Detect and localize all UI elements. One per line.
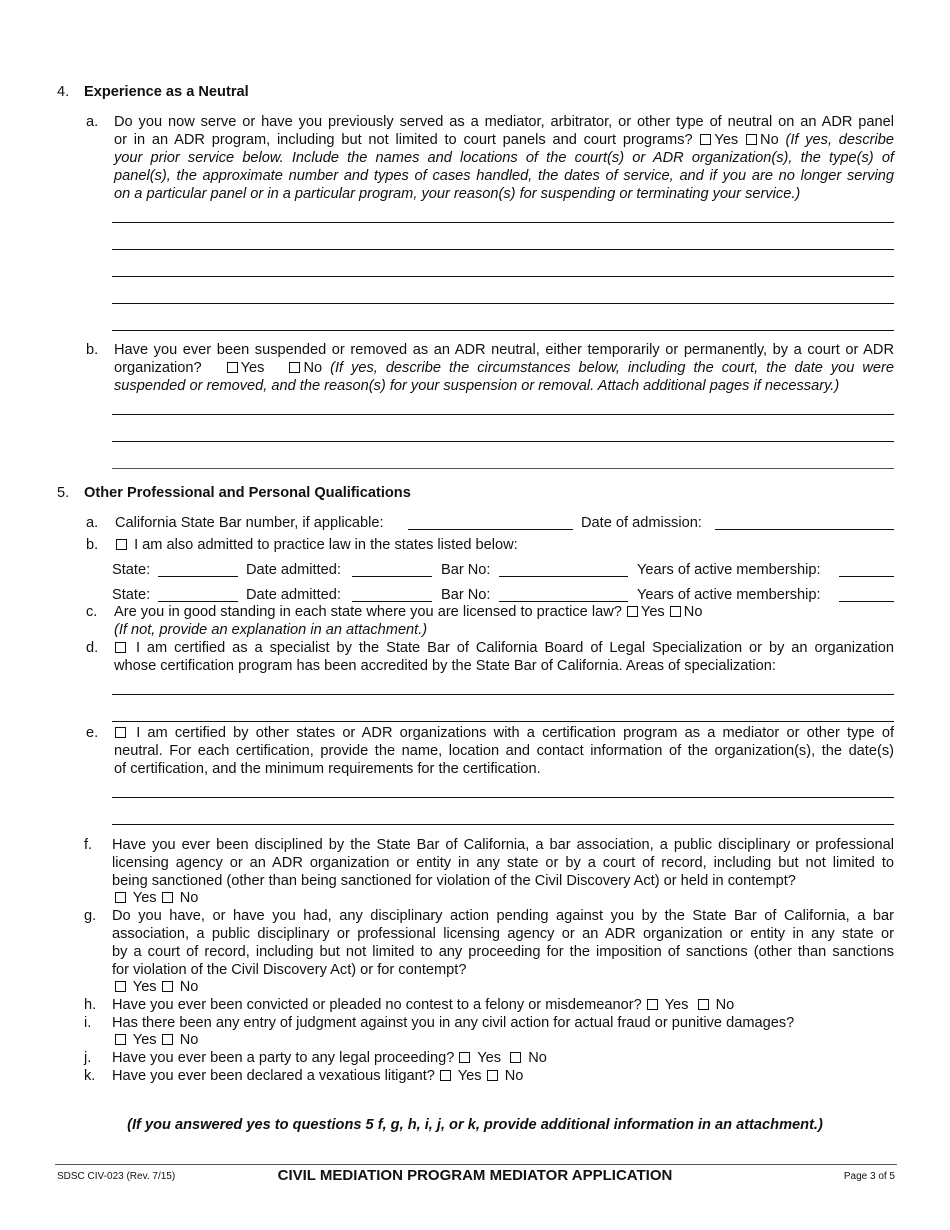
q5g-letter: g.: [84, 908, 97, 924]
q4-number: 4.: [57, 84, 70, 100]
q5b-state-field-2[interactable]: [158, 587, 238, 602]
q5j-no-checkbox[interactable]: [510, 1052, 521, 1063]
q4b-answer-line-1[interactable]: [112, 414, 894, 415]
q4a-yes-label: Yes: [714, 132, 739, 148]
q5d-answer-line-2[interactable]: [112, 721, 894, 722]
q5b-letter: b.: [86, 537, 99, 553]
q5k-yes-checkbox[interactable]: [440, 1070, 451, 1081]
q5f-letter: f.: [84, 837, 93, 853]
q5a-bar-number-field[interactable]: [408, 515, 573, 530]
q5-attachment-note: (If you answered yes to questions 5 f, g, h, i, j, or k, provide additional information in an attachment.): [127, 1117, 823, 1133]
q5h-no-checkbox[interactable]: [698, 999, 709, 1010]
q4b-letter: b.: [86, 342, 99, 358]
q4-title: Experience as a Neutral: [84, 84, 249, 100]
q5e-answer-line-2[interactable]: [112, 824, 894, 825]
q5b-barno-field-2[interactable]: [499, 587, 628, 602]
q4a-no-checkbox[interactable]: [746, 134, 757, 145]
q5b-years-field-1[interactable]: [839, 562, 894, 577]
q5e-answer-line-1[interactable]: [112, 797, 894, 798]
q5h-yes-checkbox[interactable]: [647, 999, 658, 1010]
q5g-yes-checkbox[interactable]: [115, 981, 126, 992]
q4b-answer-line-3[interactable]: [112, 468, 894, 469]
q4a-line5: on a particular panel or in a particular program, your reason(s) for suspending or terminating your service.): [114, 186, 801, 202]
q4a-instruction-start: (If yes, describe: [785, 132, 894, 148]
q5d-letter: d.: [86, 640, 99, 656]
q5d-line1: [114, 639, 894, 657]
q4a-line3: your prior service below. Include the names and locations of the court(s) or ADR organization(s), the type(s) of: [114, 150, 894, 166]
q4b-yes-checkbox[interactable]: [227, 362, 238, 373]
q5g-no-checkbox[interactable]: [162, 981, 173, 992]
q5g-no-label: No: [179, 979, 199, 995]
q4a-line2: [114, 131, 894, 149]
q5f-line3: being sanctioned (other than being sanctioned for violation of the Civil Discovery Act) or held in contempt?: [112, 873, 796, 889]
q5c-no-label: No: [683, 604, 703, 620]
q5g-line4: for violation of the Civil Discovery Act) or for contempt?: [112, 962, 467, 978]
q5d-line2: whose certification program has been accredited by the State Bar of California. Areas of specialization:: [114, 658, 776, 674]
q5j-no-label: No: [528, 1050, 547, 1066]
q5h-text: Have you ever been convicted or pleaded no contest to a felony or misdemeanor?: [112, 997, 642, 1013]
q5-title: Other Professional and Personal Qualifications: [84, 485, 411, 501]
q5g-line3: by a court of record, including but not limited to any proceeding for the imposition of sanctions (other than sanctions: [112, 944, 894, 960]
q5c-note: (If not, provide an explanation in an attachment.): [114, 622, 428, 638]
q5e-line1: [114, 724, 894, 742]
q5c-yes-checkbox[interactable]: [627, 606, 638, 617]
q5k-no-label: No: [504, 1068, 524, 1084]
footer-form-id: SDSC CIV-023 (Rev. 7/15): [57, 1171, 176, 1182]
q5a-bar-label: California State Bar number, if applicable:: [115, 515, 384, 531]
q5b-state-field-1[interactable]: [158, 562, 238, 577]
q5i-yes-label: Yes: [132, 1032, 157, 1048]
q5b-date-label-1: Date admitted:: [246, 562, 341, 578]
q5e-line1-text: I am certified by other states or ADR organizations with a certification program as a mediator or other type of: [136, 725, 894, 741]
q4a-yes-checkbox[interactable]: [700, 134, 711, 145]
q4a-line4: panel(s), the approximate number and types of cases handled, the dates of service, and if you are no longer serving: [114, 168, 894, 184]
q5k-row: [112, 1067, 523, 1085]
q5i-text: Has there been any entry of judgment against you in any civil action for actual fraud or punitive damages?: [112, 1015, 795, 1031]
q5b-date-field-1[interactable]: [352, 562, 432, 577]
q5f-line2: licensing agency or an ADR organization or entity in any state or by a court of record, including but not limited to: [112, 855, 894, 871]
q4b-yes-label: Yes: [240, 360, 265, 376]
q5b-checkbox[interactable]: [116, 539, 127, 550]
q5b-years-label-2: Years of active membership:: [637, 587, 821, 603]
q5g-answer-row: [114, 978, 198, 996]
q5a-admission-date-field[interactable]: [715, 515, 894, 530]
q5f-yes-label: Yes: [132, 890, 157, 906]
q5b-years-label-1: Years of active membership:: [637, 562, 821, 578]
q5h-row: [112, 996, 734, 1014]
q5c-no-checkbox[interactable]: [670, 606, 681, 617]
q4a-answer-line-2[interactable]: [112, 249, 894, 250]
q5k-no-checkbox[interactable]: [487, 1070, 498, 1081]
q4b-answer-line-2[interactable]: [112, 441, 894, 442]
q5b-barno-field-1[interactable]: [499, 562, 628, 577]
q5j-yes-checkbox[interactable]: [459, 1052, 470, 1063]
q4a-answer-line-5[interactable]: [112, 330, 894, 331]
q5g-line1: Do you have, or have you had, any disciplinary action pending against you by the State Bar of California, a bar: [112, 908, 894, 924]
q4a-question: or in an ADR program, including but not limited to court panels and court programs?: [114, 132, 693, 148]
q4a-answer-line-3[interactable]: [112, 276, 894, 277]
q5d-answer-line-1[interactable]: [112, 694, 894, 695]
q5i-yes-checkbox[interactable]: [115, 1034, 126, 1045]
q5b-state-label-1: State:: [112, 562, 151, 578]
q5k-text: Have you ever been declared a vexatious litigant?: [112, 1068, 435, 1084]
q5b-barno-label-1: Bar No:: [441, 562, 491, 578]
q5e-letter: e.: [86, 725, 99, 741]
q4b-line3: suspended or removed, and the reason(s) for your suspension or removal. Attach additional pages if necessary.): [114, 378, 840, 394]
q4b-line2: [114, 359, 894, 377]
q4a-no-label: No: [760, 132, 779, 148]
q4a-answer-line-4[interactable]: [112, 303, 894, 304]
q5e-line2: neutral. For each certification, provide the name, location and contact information of the organization(s), the date(s): [114, 743, 894, 759]
q5a-admission-label: Date of admission:: [581, 515, 702, 531]
q5f-answer-row: [114, 889, 198, 907]
q5h-letter: h.: [84, 997, 97, 1013]
q5-number: 5.: [57, 485, 70, 501]
q5j-yes-label: Yes: [477, 1050, 502, 1066]
q5f-line1: Have you ever been disciplined by the State Bar of California, a bar association, a public disciplinary or professional: [112, 837, 894, 853]
q5h-no-label: No: [715, 997, 735, 1013]
q5j-letter: j.: [84, 1050, 92, 1066]
q5b-date-field-2[interactable]: [352, 587, 432, 602]
q5h-yes-label: Yes: [664, 997, 689, 1013]
q5g-line2: association, a public disciplinary or professional licensing agency or an ADR organization or entity in any state or: [112, 926, 894, 942]
q4b-no-label: No: [303, 360, 323, 376]
q4a-answer-line-1[interactable]: [112, 222, 894, 223]
footer-page-number: Page 3 of 5: [843, 1171, 895, 1182]
q5c-row: [114, 603, 702, 621]
q4a-line1: Do you now serve or have you previously served as a mediator, arbitrator, or other type of neutral on an ADR panel: [114, 114, 894, 130]
q5j-text: Have you ever been a party to any legal proceeding?: [112, 1050, 455, 1066]
q5b-row: [115, 536, 518, 554]
q5e-checkbox[interactable]: [115, 727, 126, 738]
q5k-yes-label: Yes: [457, 1068, 482, 1084]
q5g-yes-label: Yes: [132, 979, 157, 995]
q4b-line1: Have you ever been suspended or removed as an ADR neutral, either temporarily or permanently, by a court or ADR: [114, 342, 894, 358]
q4b-question: organization?: [114, 360, 202, 376]
q5f-yes-checkbox[interactable]: [115, 892, 126, 903]
q5a-letter: a.: [86, 515, 99, 531]
q5i-no-checkbox[interactable]: [162, 1034, 173, 1045]
q5d-line1-text: I am certified as a specialist by the State Bar of California Board of Legal Specialization or by an organization: [135, 640, 894, 656]
q5c-yes-label: Yes: [640, 604, 665, 620]
q5b-state-label-2: State:: [112, 587, 151, 603]
q5b-date-label-2: Date admitted:: [246, 587, 341, 603]
q4a-letter: a.: [86, 114, 99, 130]
q5i-answer-row: [114, 1031, 198, 1049]
q5f-no-label: No: [179, 890, 199, 906]
q5c-text: Are you in good standing in each state where you are licensed to practice law?: [114, 604, 622, 620]
footer-divider: [55, 1164, 897, 1165]
q5k-letter: k.: [84, 1068, 96, 1084]
q5c-letter: c.: [86, 604, 98, 620]
q5j-row: [112, 1049, 547, 1067]
q5f-no-checkbox[interactable]: [162, 892, 173, 903]
q4b-no-checkbox[interactable]: [289, 362, 300, 373]
footer-title: CIVIL MEDIATION PROGRAM MEDIATOR APPLICATION: [277, 1167, 673, 1184]
q5e-line3: of certification, and the minimum requirements for the certification.: [114, 761, 541, 777]
q5b-years-field-2[interactable]: [839, 587, 894, 602]
q5i-letter: i.: [84, 1015, 92, 1031]
q5d-checkbox[interactable]: [115, 642, 126, 653]
q5b-barno-label-2: Bar No:: [441, 587, 491, 603]
q4b-instruction-start: (If yes, describe the circumstances below, including the court, the date you were: [330, 360, 895, 376]
q5i-no-label: No: [179, 1032, 199, 1048]
q5b-text: I am also admitted to practice law in the states listed below:: [134, 537, 518, 553]
